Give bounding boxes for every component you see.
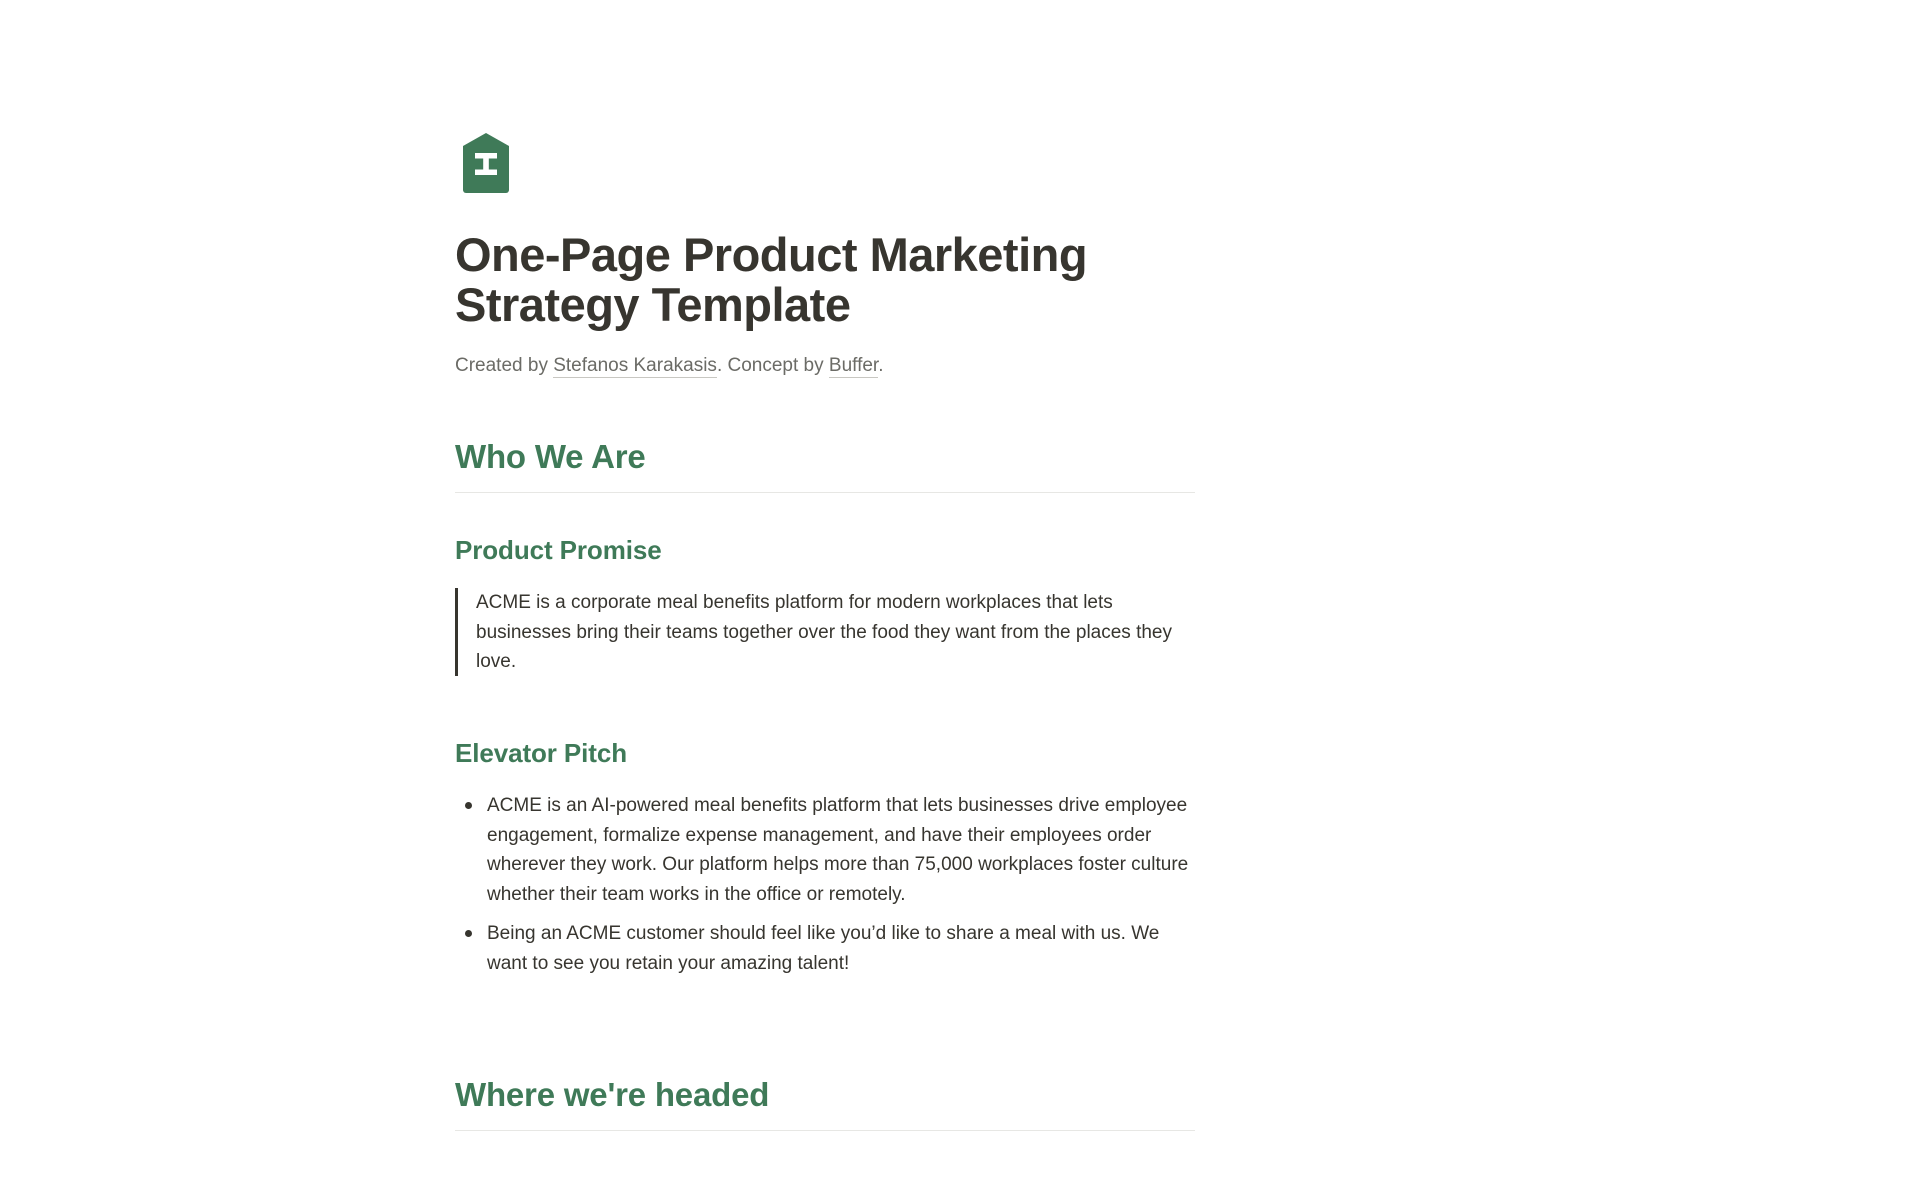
byline-suffix: . — [878, 354, 884, 376]
byline-author-link[interactable]: Stefanos Karakasis — [553, 354, 717, 376]
list-item: ACME is an AI-powered meal benefits platform that lets businesses drive employee engagement, formalize expense management, and have their employees order wherever they work. Our platform helps more than 75,000 workplaces foster culture whether their team works in the office or remotely. — [483, 791, 1197, 909]
elevator-pitch-list — [455, 791, 1375, 978]
subsection-heading-elevator-pitch: Elevator Pitch — [455, 738, 627, 769]
spacer — [455, 988, 1375, 1076]
section-divider — [455, 492, 1195, 493]
notion-page-icon[interactable] — [455, 130, 517, 196]
spacer — [455, 676, 1375, 738]
section-divider — [455, 1130, 1195, 1131]
document-content — [455, 0, 1375, 1131]
page-title: One-Page Product Marketing Strategy Template — [455, 228, 1088, 331]
byline-prefix: Created by — [455, 354, 554, 376]
byline-source-link[interactable]: Buffer — [828, 354, 879, 376]
section-heading-who-we-are: Who We Are — [455, 438, 646, 476]
list-item: Being an ACME customer should feel like you’d like to share a meal with us. We want to see you retain your amazing talent! — [483, 919, 1197, 978]
byline-middle: . Concept by — [716, 354, 829, 376]
product-promise-quote: ACME is a corporate meal benefits platform for modern workplaces that lets businesses bring their teams together over the food they want from the places they love. — [455, 588, 1188, 676]
section-heading-where-were-headed: Where we're headed — [455, 1076, 770, 1114]
section-body-who-we-are — [455, 535, 1375, 978]
subsection-heading-product-promise: Product Promise — [455, 535, 662, 566]
byline — [455, 352, 1375, 381]
